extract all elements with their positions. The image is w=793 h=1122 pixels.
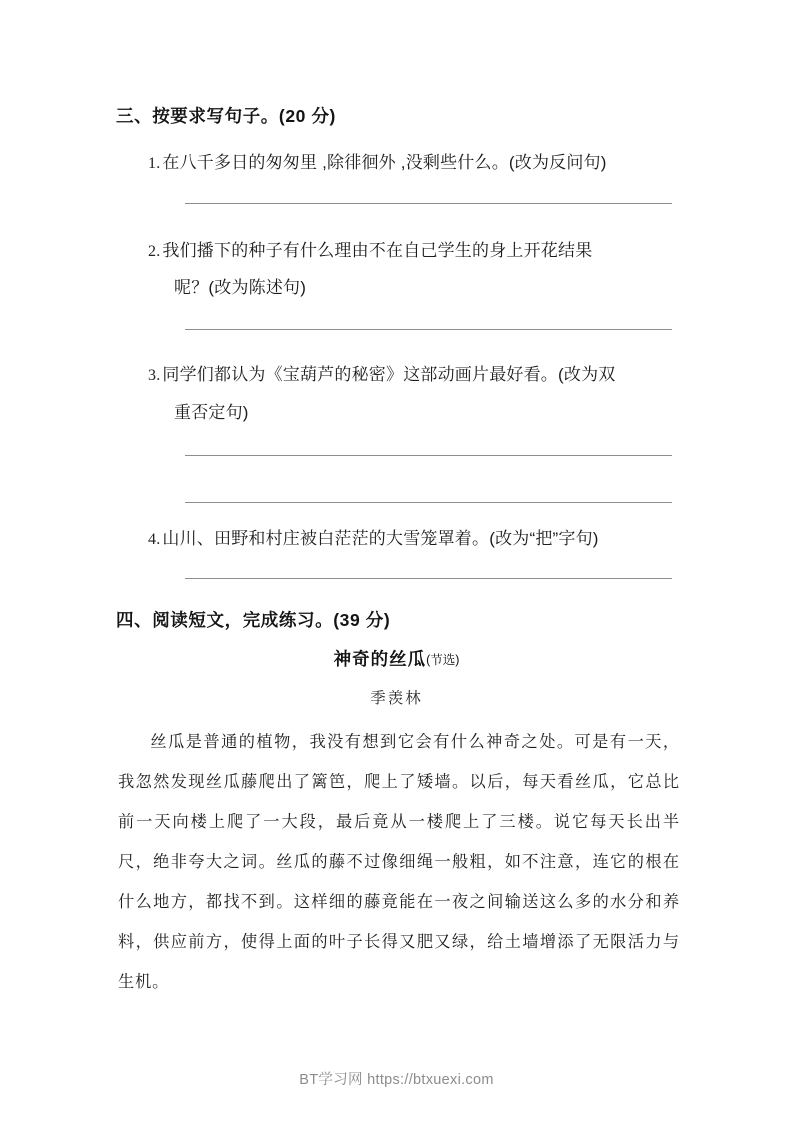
question-2 xyxy=(148,236,592,261)
answer-rule-q3-1[interactable] xyxy=(185,455,672,456)
question-4-text: 山川、田野和村庄被白茫茫的大雪笼罩着。(改为“把”字句) xyxy=(162,529,599,548)
passage-author: 季羡林 xyxy=(370,690,423,707)
passage-title-suffix: (节选) xyxy=(426,653,460,667)
question-3-text-line2: 重否定句) xyxy=(174,403,249,422)
passage-body: 丝瓜是普通的植物，我没有想到它会有什么神奇之处。可是有一天，我忽然发现丝瓜藤爬出了篱笆，爬上了矮墙。以后，每天看丝瓜，它总比前一天向楼上爬了一大段，最后竟从一楼爬上了三楼。说它每天长出半尺，绝非夸大之词。丝瓜的藤不过像细绳一般粗，如不注意，连它的根在什么地方，都找不到。这样细的藤竟能在一夜之间输送这么多的水分和养料，供应前方，使得上面的叶子长得又肥又绿，给土墙增添了无限活力与生机。 xyxy=(118,733,680,991)
question-3 xyxy=(148,360,615,385)
passage-title xyxy=(0,646,793,671)
footer-watermark: BT学习网 https://btxuexi.com xyxy=(299,1072,494,1088)
question-2-number: 2. xyxy=(148,243,161,260)
question-4-number: 4. xyxy=(148,531,161,548)
question-4 xyxy=(148,524,599,549)
answer-rule-q3-2[interactable] xyxy=(185,502,672,503)
question-1 xyxy=(148,148,607,173)
passage-title-main: 神奇的丝瓜 xyxy=(333,649,427,669)
answer-rule-q4-1[interactable] xyxy=(185,578,672,579)
answer-rule-q1-1[interactable] xyxy=(185,203,672,204)
answer-rule-q2-1[interactable] xyxy=(185,329,672,330)
question-3-text: 同学们都认为《宝葫芦的秘密》这部动画片最好看。(改为双 xyxy=(162,365,616,384)
question-2-text-line2: 呢？(改为陈述句) xyxy=(174,278,307,297)
question-1-number: 1. xyxy=(148,155,161,172)
question-3-number: 3. xyxy=(148,367,161,384)
question-2-text: 我们播下的种子有什么理由不在自己学生的身上开花结果 xyxy=(162,241,593,260)
section-heading-three: 三、按要求写句子。(20 分) xyxy=(116,106,336,126)
section-heading-four: 四、阅读短文，完成练习。(39 分) xyxy=(116,610,391,630)
question-1-text: 在八千多日的匆匆里 ,除徘徊外 ,没剩些什么。(改为反问句) xyxy=(162,153,607,172)
